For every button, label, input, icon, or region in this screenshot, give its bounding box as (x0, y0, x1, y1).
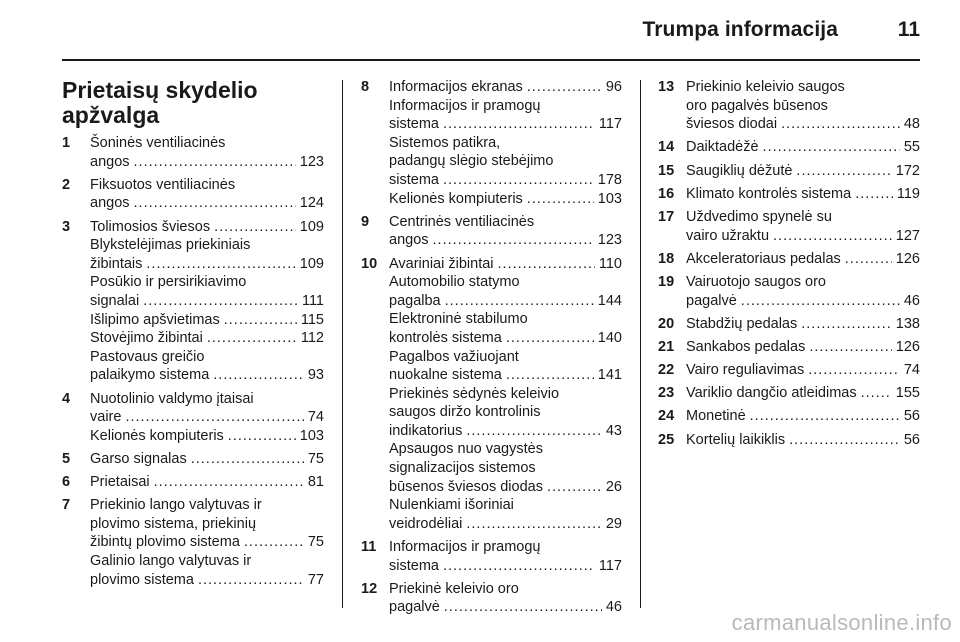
legend-item-line (686, 162, 920, 181)
page-reference[interactable]: 109 (299, 255, 324, 272)
legend-item-label: Vairo reguliavimas (686, 362, 805, 379)
legend-text-line: Informacijos ir pramogų (389, 539, 541, 556)
page-reference[interactable]: 103 (299, 427, 324, 444)
page-reference[interactable]: 117 (598, 557, 622, 574)
legend-item-line (686, 431, 920, 450)
legend-item-line (389, 292, 622, 311)
page-reference[interactable]: 144 (597, 292, 622, 309)
legend-number: 19 (658, 273, 675, 290)
legend-number: 10 (361, 255, 378, 272)
legend-number: 13 (658, 79, 675, 95)
dot-leader (781, 115, 900, 134)
legend-entry (62, 134, 324, 171)
legend-text-line: padangų slėgio stebėjimo (389, 153, 554, 170)
dot-leader (143, 292, 298, 311)
page-reference[interactable]: 96 (605, 79, 622, 95)
legend-item-label: Prietaisai (90, 474, 150, 491)
legend-entry (658, 208, 920, 245)
running-title: Trumpa informacija (642, 18, 838, 41)
legend-number: 3 (62, 218, 71, 235)
page-reference[interactable]: 75 (307, 450, 324, 467)
column-divider (640, 80, 641, 608)
legend-item-label: nuokalne sistema (389, 367, 502, 384)
legend-item-line (389, 478, 622, 497)
legend-item-line (389, 115, 622, 134)
legend-entry (658, 250, 920, 269)
legend-entry (658, 384, 920, 403)
legend-number: 1 (62, 135, 71, 151)
legend-text-line: Priekinio lango valytuvas ir (90, 497, 262, 514)
column-divider (342, 80, 343, 608)
legend-number: 15 (658, 162, 675, 179)
legend-item-line (389, 422, 622, 441)
legend-number: 16 (658, 185, 675, 202)
legend-entry (658, 273, 920, 310)
legend-item-label: Kelionės kompiuteris (90, 427, 224, 444)
legend-number: 7 (62, 497, 71, 514)
legend-text-line: Posūkio ir persirikiavimo (90, 274, 247, 291)
legend-text-line: Nulenkiami išoriniai (389, 497, 514, 514)
section-title-line: apžvalga (62, 102, 160, 128)
legend-item-line (90, 473, 324, 492)
legend-item-label: angos (90, 153, 130, 170)
legend-entry (658, 315, 920, 334)
legend-item-label: vairo užraktu (686, 227, 770, 244)
legend-item-line (90, 450, 324, 469)
legend-item-line (90, 366, 324, 385)
page-reference[interactable]: 127 (895, 227, 920, 244)
legend-entry (361, 78, 622, 208)
dot-leader (809, 338, 891, 357)
dot-leader (244, 533, 304, 552)
page-number: 11 (897, 18, 920, 41)
legend-text-line: Uždvedimo spynelė su (686, 208, 832, 225)
legend-item-line (90, 329, 324, 348)
page-reference[interactable]: 26 (605, 478, 622, 495)
legend-item-label: signalai (90, 292, 140, 309)
legend-item-line (389, 255, 622, 274)
dot-leader (228, 427, 296, 446)
legend-item-line (389, 190, 622, 209)
legend-item-line (686, 384, 920, 403)
legend-text-line: Blykstelėjimas priekiniais (90, 237, 251, 254)
legend-item-line (389, 78, 622, 97)
page-reference[interactable]: 178 (597, 171, 622, 188)
legend-item-label: Kelionės kompiuteris (389, 190, 523, 207)
legend-item-label: vaire (90, 409, 122, 426)
legend-item-line (686, 138, 920, 157)
legend-text-line: Sistemos patikra, (389, 134, 501, 151)
dot-leader (741, 292, 900, 311)
legend-item-label: kontrolės sistema (389, 329, 502, 346)
dot-leader (191, 450, 304, 469)
dot-leader (498, 255, 595, 274)
page-reference[interactable]: 48 (903, 116, 920, 133)
legend-number: 24 (658, 408, 675, 425)
legend-item-line (90, 194, 324, 213)
legend-item-label: angos (389, 232, 429, 249)
legend-number: 14 (658, 139, 675, 156)
column-3 (658, 78, 920, 454)
dot-leader (433, 231, 594, 250)
legend-item-line (389, 329, 622, 348)
dot-leader (443, 171, 594, 190)
legend-entry (62, 496, 324, 589)
legend-text-line: Apsaugos nuo vagystės (389, 441, 543, 458)
dot-leader (861, 384, 892, 403)
dot-leader (125, 408, 303, 427)
legend-entry (361, 213, 622, 250)
legend-item-label: Stovėjimo žibintai (90, 330, 203, 347)
page-reference[interactable]: 109 (299, 218, 324, 235)
legend-item-line (686, 185, 920, 204)
dot-leader (154, 473, 304, 492)
legend-item-label: Garso signalas (90, 450, 187, 467)
dot-leader (773, 227, 892, 246)
page-reference[interactable]: 117 (598, 116, 622, 133)
legend-item-label: Akceleratoriaus pedalas (686, 250, 841, 267)
legend-item-label: plovimo sistema (90, 571, 194, 588)
legend-item-label: Variklio dangčio atleidimas (686, 385, 857, 402)
dot-leader (789, 431, 900, 450)
legend-item-line (90, 292, 324, 311)
legend-entry (658, 431, 920, 450)
legend-text-line: Fiksuotos ventiliacinės (90, 176, 236, 193)
legend-item-line (90, 311, 324, 330)
page-reference[interactable]: 55 (903, 139, 920, 156)
dot-leader (845, 250, 892, 269)
legend-item-line (686, 338, 920, 357)
legend-item-label: Saugiklių dėžutė (686, 162, 793, 179)
dot-leader (443, 115, 595, 134)
legend-item-line (389, 515, 622, 534)
page-reference[interactable]: 140 (597, 329, 622, 346)
legend-item-label: Sankabos pedalas (686, 338, 806, 355)
dot-leader (207, 329, 297, 348)
dot-leader (466, 515, 602, 534)
page-reference[interactable]: 93 (307, 367, 324, 384)
legend-entry (658, 185, 920, 204)
dot-leader (855, 185, 893, 204)
legend-item-line (686, 115, 920, 134)
legend-entry (658, 138, 920, 157)
legend-item-label: Informacijos ekranas (389, 79, 523, 95)
page-reference[interactable]: 112 (300, 330, 324, 347)
page-reference[interactable]: 155 (895, 385, 920, 402)
legend-text-line: Priekinė keleivio oro (389, 580, 519, 597)
page-reference[interactable]: 75 (307, 534, 324, 551)
page-reference[interactable]: 124 (299, 195, 324, 212)
page-reference[interactable]: 81 (307, 474, 324, 491)
dot-leader (214, 218, 296, 237)
legend-number: 4 (62, 390, 71, 407)
legend-item-label: Avariniai žibintai (389, 255, 494, 272)
legend-item-label: indikatorius (389, 422, 463, 439)
legend-entry (62, 176, 324, 213)
legend-item-line (686, 315, 920, 334)
legend-item-label: Kortelių laikiklis (686, 431, 786, 448)
legend-text-line: Pastovaus greičio (90, 348, 205, 365)
legend-number: 12 (361, 580, 378, 597)
page-reference[interactable]: 29 (605, 515, 622, 532)
dot-leader (445, 292, 594, 311)
page-reference[interactable]: 46 (903, 292, 920, 309)
page-reference[interactable]: 46 (605, 599, 622, 616)
page-reference[interactable]: 123 (597, 232, 622, 249)
dot-leader (527, 190, 594, 209)
legend-item-label: pagalvė (686, 292, 737, 309)
legend-item-label: Stabdžių pedalas (686, 315, 798, 332)
legend-text-line: Elektroninė stabilumo (389, 311, 528, 328)
legend-text-line: saugos diržo kontrolinis (389, 404, 541, 421)
legend-text-line: Automobilio statymo (389, 274, 520, 291)
page-header (0, 0, 960, 62)
page-reference[interactable]: 43 (605, 422, 622, 439)
legend-item-label: pagalvė (389, 599, 440, 616)
page-reference[interactable]: 172 (895, 162, 920, 179)
legend-item-label: Daiktadėžė (686, 139, 759, 156)
section-title-line: Prietaisų skydelio (62, 77, 258, 103)
page-reference[interactable]: 141 (597, 367, 622, 384)
legend-item-line (686, 292, 920, 311)
legend-item-label: sistema (389, 116, 439, 133)
legend-text-line: Vairuotojo saugos oro (686, 273, 826, 290)
page-reference[interactable]: 77 (307, 571, 324, 588)
column-1 (62, 78, 324, 594)
legend-item-label: Tolimosios šviesos (90, 218, 211, 235)
page-reference[interactable]: 56 (903, 431, 920, 448)
dot-leader (796, 162, 891, 181)
dot-leader (213, 366, 304, 385)
page-reference[interactable]: 115 (300, 311, 324, 328)
legend-text-line: Pagalbos važiuojant (389, 348, 519, 365)
legend-text-line: Galinio lango valytuvas ir (90, 553, 252, 570)
legend-number: 23 (658, 385, 675, 402)
legend-number: 6 (62, 474, 71, 491)
legend-item-label: sistema (389, 557, 439, 574)
legend-item-label: angos (90, 195, 130, 212)
legend-item-label: pagalba (389, 292, 441, 309)
legend-text-line: Priekinės sėdynės keleivio (389, 385, 560, 402)
legend-item-label: Išlipimo apšvietimas (90, 311, 220, 328)
dot-leader (443, 557, 595, 576)
legend-item-line (686, 227, 920, 246)
section-title (62, 78, 324, 128)
watermark: carmanualsonline.info (731, 610, 952, 635)
legend-number: 5 (62, 450, 71, 467)
dot-leader (527, 78, 602, 97)
legend-number: 17 (658, 208, 675, 225)
legend-text-line: oro pagalvės būsenos (686, 97, 828, 114)
legend-entry (361, 538, 622, 575)
legend-entry (62, 473, 324, 492)
legend-number: 8 (361, 79, 370, 95)
legend-item-label: būsenos šviesos diodas (389, 478, 543, 495)
legend-text-line: Informacijos ir pramogų (389, 97, 541, 114)
legend-number: 25 (658, 431, 675, 448)
legend-item-label: veidrodėliai (389, 515, 463, 532)
legend-item-label: žibintų plovimo sistema (90, 534, 240, 551)
legend-item-line (389, 231, 622, 250)
dot-leader (198, 571, 304, 590)
page-reference[interactable]: 74 (903, 362, 920, 379)
legend-number: 2 (62, 176, 71, 193)
dot-leader (134, 194, 296, 213)
legend-item-line (90, 533, 324, 552)
page-reference[interactable]: 138 (895, 315, 920, 332)
page-reference[interactable]: 126 (895, 250, 920, 267)
page-reference[interactable]: 56 (903, 408, 920, 425)
legend-number: 21 (658, 338, 675, 355)
legend-item-label: palaikymo sistema (90, 367, 210, 384)
legend-number: 22 (658, 362, 675, 379)
legend-item-line (686, 250, 920, 269)
header-rule (62, 59, 920, 61)
legend-text-line: signalizacijos sistemos (389, 460, 536, 477)
legend-entry (658, 407, 920, 426)
page-reference[interactable]: 111 (301, 292, 324, 309)
page-reference[interactable]: 126 (895, 338, 920, 355)
dot-leader (506, 366, 594, 385)
legend-item-line (90, 427, 324, 446)
page-reference[interactable]: 103 (597, 190, 622, 207)
legend-item-line (90, 571, 324, 590)
legend-text-line: plovimo sistema, priekinių (90, 515, 257, 532)
legend-entry (658, 338, 920, 357)
dot-leader (224, 311, 297, 330)
legend-number: 20 (658, 315, 675, 332)
legend-item-line (389, 366, 622, 385)
page-reference[interactable]: 74 (307, 409, 324, 426)
legend-number: 11 (361, 539, 377, 556)
legend-item-line (389, 557, 622, 576)
page-reference[interactable]: 123 (299, 153, 324, 170)
dot-leader (506, 329, 594, 348)
legend-item-label: žibintais (90, 255, 143, 272)
legend-item-line (686, 361, 920, 380)
dot-leader (547, 478, 602, 497)
dot-leader (801, 315, 892, 334)
legend-item-line (90, 153, 324, 172)
legend-item-line (90, 255, 324, 274)
legend-number: 18 (658, 250, 675, 267)
legend-text-line: Priekinio keleivio saugos (686, 79, 845, 95)
legend-item-label: sistema (389, 171, 439, 188)
legend-item-line (686, 407, 920, 426)
legend-entry (62, 218, 324, 385)
legend-entry (658, 78, 920, 134)
legend-text-line: Centrinės ventiliacinės (389, 213, 535, 230)
legend-entry (361, 255, 622, 534)
legend-number: 9 (361, 213, 370, 230)
legend-entry (62, 450, 324, 469)
legend-item-label: Monetinė (686, 408, 746, 425)
column-2 (361, 78, 622, 622)
dot-leader (466, 422, 602, 441)
legend-entry (658, 361, 920, 380)
legend-entry (658, 162, 920, 181)
legend-item-line (90, 218, 324, 237)
dot-leader (146, 255, 295, 274)
page-reference[interactable]: 119 (896, 185, 920, 202)
page-reference[interactable]: 110 (598, 255, 622, 272)
legend-item-label: Klimato kontrolės sistema (686, 185, 852, 202)
dot-leader (808, 361, 900, 380)
legend-item-line (90, 408, 324, 427)
dot-leader (134, 153, 296, 172)
legend-entry (62, 390, 324, 446)
dot-leader (763, 138, 900, 157)
legend-item-line (389, 171, 622, 190)
legend-item-label: šviesos diodai (686, 116, 778, 133)
legend-text-line: Nuotolinio valdymo įtaisai (90, 390, 254, 407)
dot-leader (750, 407, 900, 426)
legend-text-line: Šoninės ventiliacinės (90, 135, 226, 151)
